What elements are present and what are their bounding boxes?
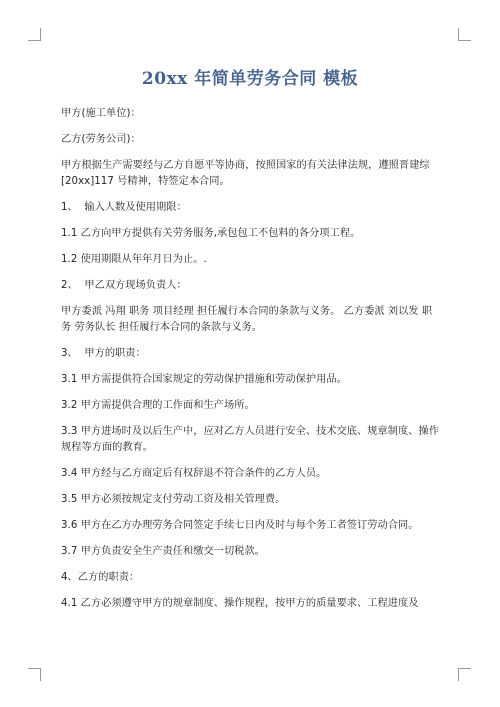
crop-mark-top-right xyxy=(458,28,471,41)
clause-3-5: 3.5 甲方必须按规定支付劳动工资及相关管理费。 xyxy=(61,494,286,505)
clause-3-6: 3.6 甲方在乙方办理劳务合同签定手续七日内及时与每个务工者签订劳动合同。 xyxy=(61,520,419,531)
crop-mark-bottom-left xyxy=(28,668,41,681)
clause-3-3: 3.3 甲方进场时及以后生产中，应对乙方人员进行安全、技术交底、规章制度、操作规程等方面的教育。 xyxy=(61,426,439,453)
representatives-paragraph: 甲方委派 冯翔 职务 项目经理 担任履行本合同的条款与义务。 乙方委派 刘以发 职务 劳务队长 担任履行本合同的条款与义务。 xyxy=(61,306,433,333)
document-title: 20xx 年简单劳务合同 模板 xyxy=(141,69,359,89)
clause-3-4: 3.4 甲方经与乙方商定后有权辞退不符合条件的乙方人员。 xyxy=(61,468,327,479)
party-b-line: 乙方(劳务公司)： xyxy=(61,134,141,145)
clause-3-1: 3.1 甲方需提供符合国家规定的劳动保护措施和劳动保护用品。 xyxy=(61,374,347,385)
section-2-heading: 2、 甲乙双方现场负责人： xyxy=(61,280,187,291)
clause-4-1: 4.1 乙方必须遵守甲方的规章制度、操作规程，按甲方的质量要求、工程进度及 xyxy=(61,598,419,609)
crop-mark-bottom-right xyxy=(458,668,471,681)
clause-3-2: 3.2 甲方需提供合理的工作面和生产场所。 xyxy=(61,400,255,411)
preamble-paragraph: 甲方根据生产需要经与乙方自愿平等协商，按照国家的有关法律法规，遵照晋建综[20xx]117 号精神，特签定本合同。 xyxy=(61,160,430,187)
party-a-line: 甲方(施工单位)： xyxy=(61,108,141,119)
section-3-heading: 3、 甲方的职责： xyxy=(61,348,146,359)
clause-1-2: 1.2 使用期限从年年月日为止。. xyxy=(61,254,207,265)
section-4-heading: 4、乙方的职责： xyxy=(61,572,140,583)
clause-3-7: 3.7 甲方负责安全生产责任和缴交一切税款。 xyxy=(61,546,265,557)
section-1-heading: 1、 输入人数及使用期限： xyxy=(61,202,187,213)
crop-mark-top-left xyxy=(28,28,41,41)
clause-1-1: 1.1 乙方向甲方提供有关劳务服务,承包包工不包料的各分项工程。 xyxy=(61,228,361,239)
document-body xyxy=(61,106,441,622)
